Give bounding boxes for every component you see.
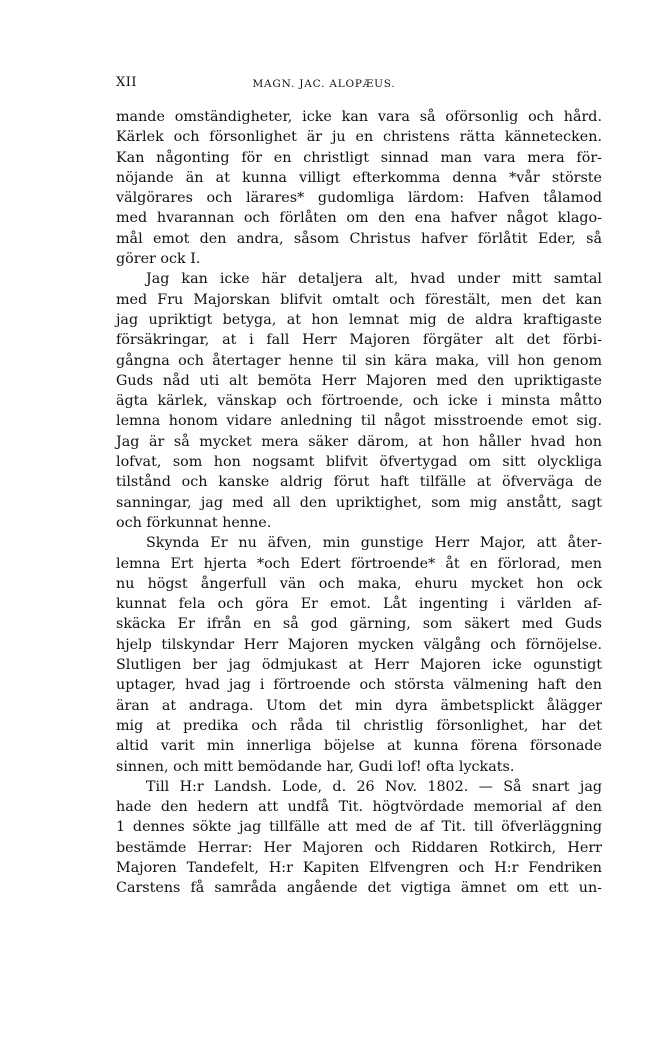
text-line: Slutligen ber jag ödmjukast at Herr Majoren icke ogunstigt: [116, 657, 602, 674]
text-line: sinnen, och mitt bemödande har, Gudi lof! ofta lyckats.: [116, 758, 515, 775]
text-line: hjelp tilskyndar Herr Majoren mycken välgång och förnöjelse.: [116, 636, 602, 653]
text-line: och förkunnat henne.: [116, 514, 272, 531]
text-line: 1 dennes sökte jag tillfälle att med de af Tit. till öfverläggning: [116, 819, 602, 836]
text-line: Jag kan icke här detaljera alt, hvad under mitt samtal: [146, 271, 602, 288]
text-line: jag upriktigt betyga, at hon lemnat mig de aldra kraftigaste: [116, 311, 602, 328]
text-line: tilstånd och kanske aldrig förut haft tilfälle at öfverväga de: [116, 474, 602, 491]
text-line: mande omständigheter, icke kan vara så oförsonlig och hård.: [116, 109, 602, 125]
text-line: Majoren Tandefelt, H:r Kapiten Elfvengren och H:r Fendriken: [116, 859, 602, 876]
text-line: lofvat, som hon nogsamt blifvit öfvertygad om sitt olyckliga: [116, 454, 602, 471]
text-line: Guds nåd uti alt bemöta Herr Majoren med den upriktigaste: [116, 372, 602, 389]
text-line: hade den hedern att undfå Tit. högtvördade memorial af den: [116, 799, 602, 816]
text-line: Till H:r Landsh. Lode, d. 26 Nov. 1802. — Så snart jag: [146, 778, 602, 795]
text-line: med hvarannan och förlåten om den ena hafver något klago-: [116, 210, 602, 227]
text-line: gångna och återtager henne til sin kära maka, vill hon genom: [116, 352, 602, 369]
text-line: bestämde Herrar: Her Majoren och Riddaren Rotkirch, Herr: [116, 839, 602, 856]
text-line: äran at andraga. Utom det min dyra ämbetsplickt ålägger: [116, 697, 602, 714]
running-title: MAGN. JAC. ALOPÆUS.: [252, 78, 396, 90]
text-line: nöjande än at kunna villigt efterkomma denna *vår störste: [116, 169, 602, 186]
text-line: ägta kärlek, vänskap och förtroende, och icke i minsta måtto: [116, 393, 602, 410]
text-line: Kan någonting för en christligt sinnad man vara mera för-: [116, 149, 602, 166]
body-text: [116, 107, 602, 899]
text-line: altid varit min innerliga böjelse at kunna förena försonade: [116, 738, 602, 755]
text-line: försäkringar, at i fall Herr Majoren förgäter alt det förbi-: [116, 332, 602, 349]
text-line: nu högst ångerfull vän och maka, ehuru mycket hon ock: [116, 575, 602, 592]
text-line: Carstens få samråda angående det vigtiga ämnet om ett un-: [116, 880, 602, 897]
page-number: XII: [116, 75, 138, 90]
text-line: lemna honom vidare anledning til något misstroende emot sig.: [116, 413, 602, 430]
text-line: sanningar, jag med all den upriktighet, som mig anstått, sagt: [116, 494, 602, 511]
text-line: mig at predika och råda til christlig försonlighet, har det: [116, 717, 602, 734]
text-line: Jag är så mycket mera säker därom, at hon håller hvad hon: [116, 433, 602, 450]
text-line: kunnat fela och göra Er emot. Låt ingenting i världen af-: [116, 596, 602, 613]
text-line: med Fru Majorskan blifvit omtalt och förestält, men det kan: [116, 291, 602, 308]
text-line: mål emot den andra, såsom Christus hafver förlåtit Eder, så: [116, 230, 602, 247]
text-line: Kärlek och försonlighet är ju en christens rätta kännetecken.: [116, 129, 602, 146]
text-line: lemna Ert hjerta *och Edert förtroende* åt en förlorad, men: [116, 555, 602, 572]
text-line: görer ock I.: [116, 251, 201, 268]
text-line: välgörares och lärares* gudomliga lärdom: Hafven tålamod: [116, 190, 602, 207]
text-line: skäcka Er ifrån en så god gärning, som säkert med Guds: [116, 616, 602, 633]
text-line: uptager, hvad jag i förtroende och största välmening haft den: [116, 677, 602, 694]
text-line: Skynda Er nu äfven, min gunstige Herr Major, att åter-: [146, 535, 602, 552]
